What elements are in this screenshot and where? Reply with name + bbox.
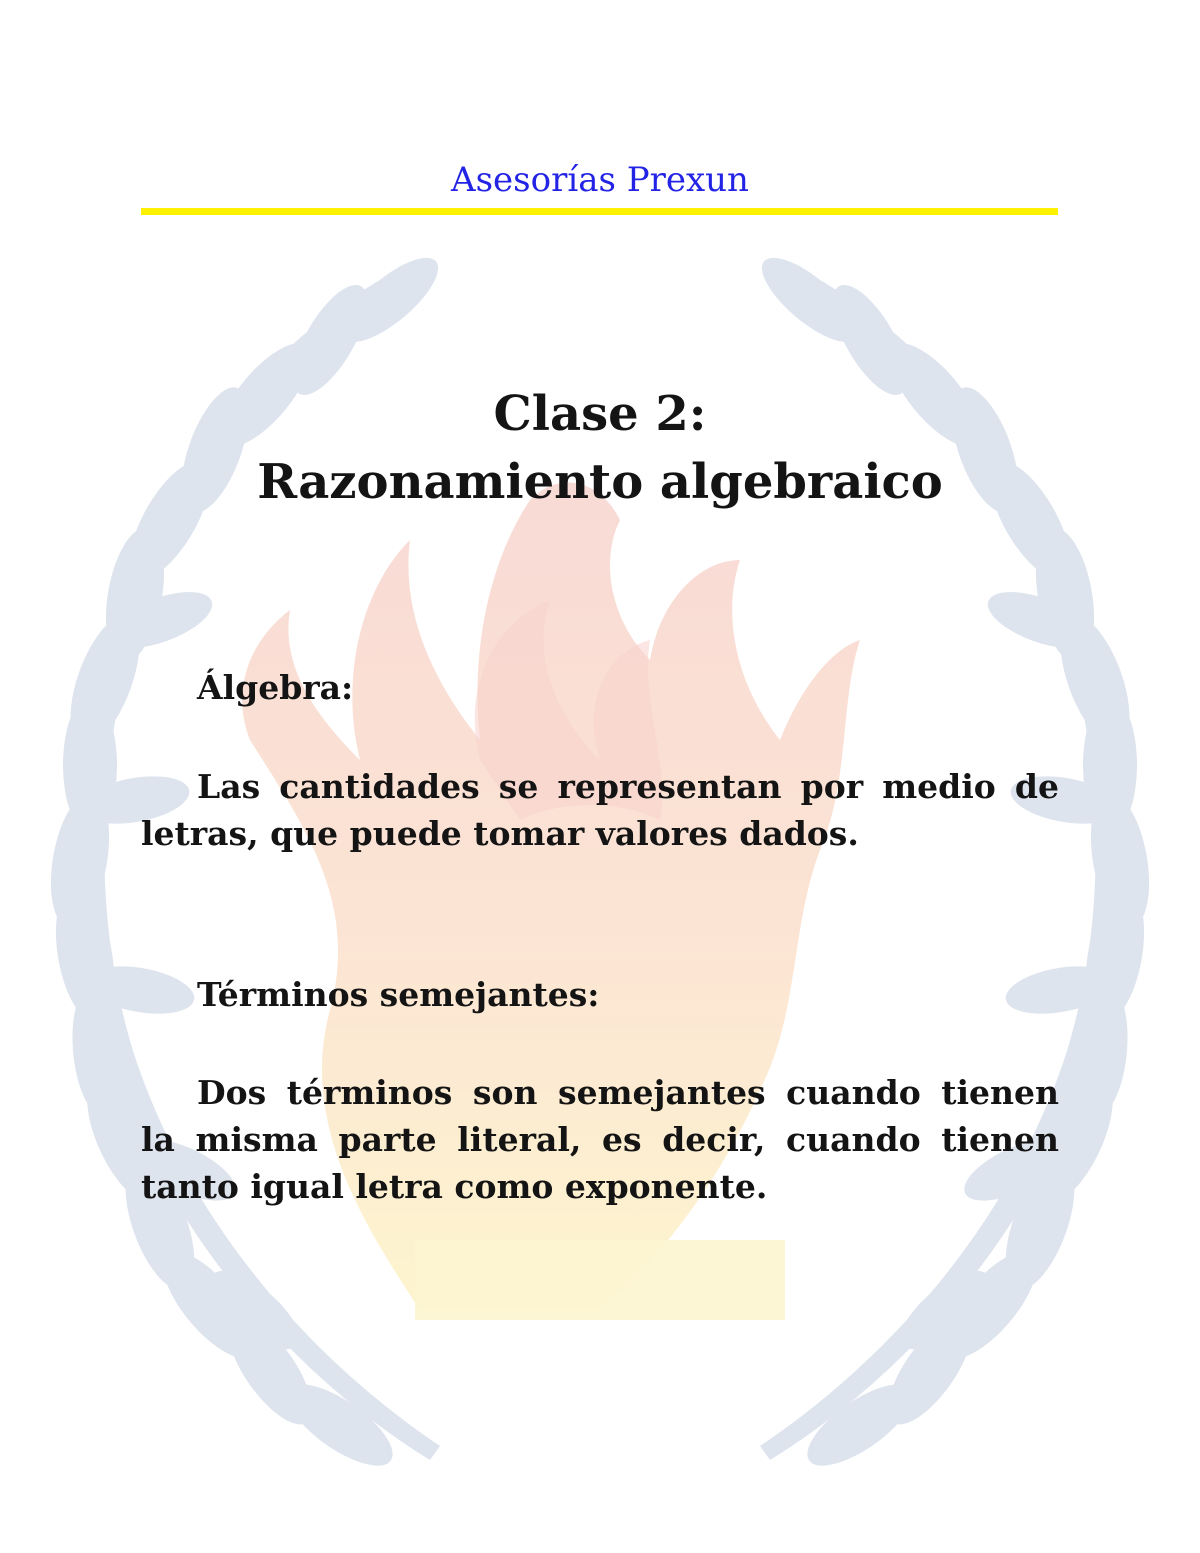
flame-base [415,1240,785,1320]
page-title-line-1: Clase 2: [493,386,707,442]
section-body-algebra: Las cantidades se representan por medio de letras, que puede tomar valores dados. [141,767,1059,853]
section-heading-terminos-semejantes: Términos semejantes: [197,975,600,1014]
page-title-line-2: Razonamiento algebraico [257,454,943,510]
header-title: Asesorías Prexun [451,160,749,200]
section-body-terminos-semejantes: Dos términos son semejantes cuando tienen la misma parte literal, es decir, cuando tienen tanto igual letra como exponente. [141,1073,1059,1206]
section-heading-algebra: Álgebra: [197,668,354,707]
page-title [0,380,1200,516]
header-rule [141,208,1058,215]
